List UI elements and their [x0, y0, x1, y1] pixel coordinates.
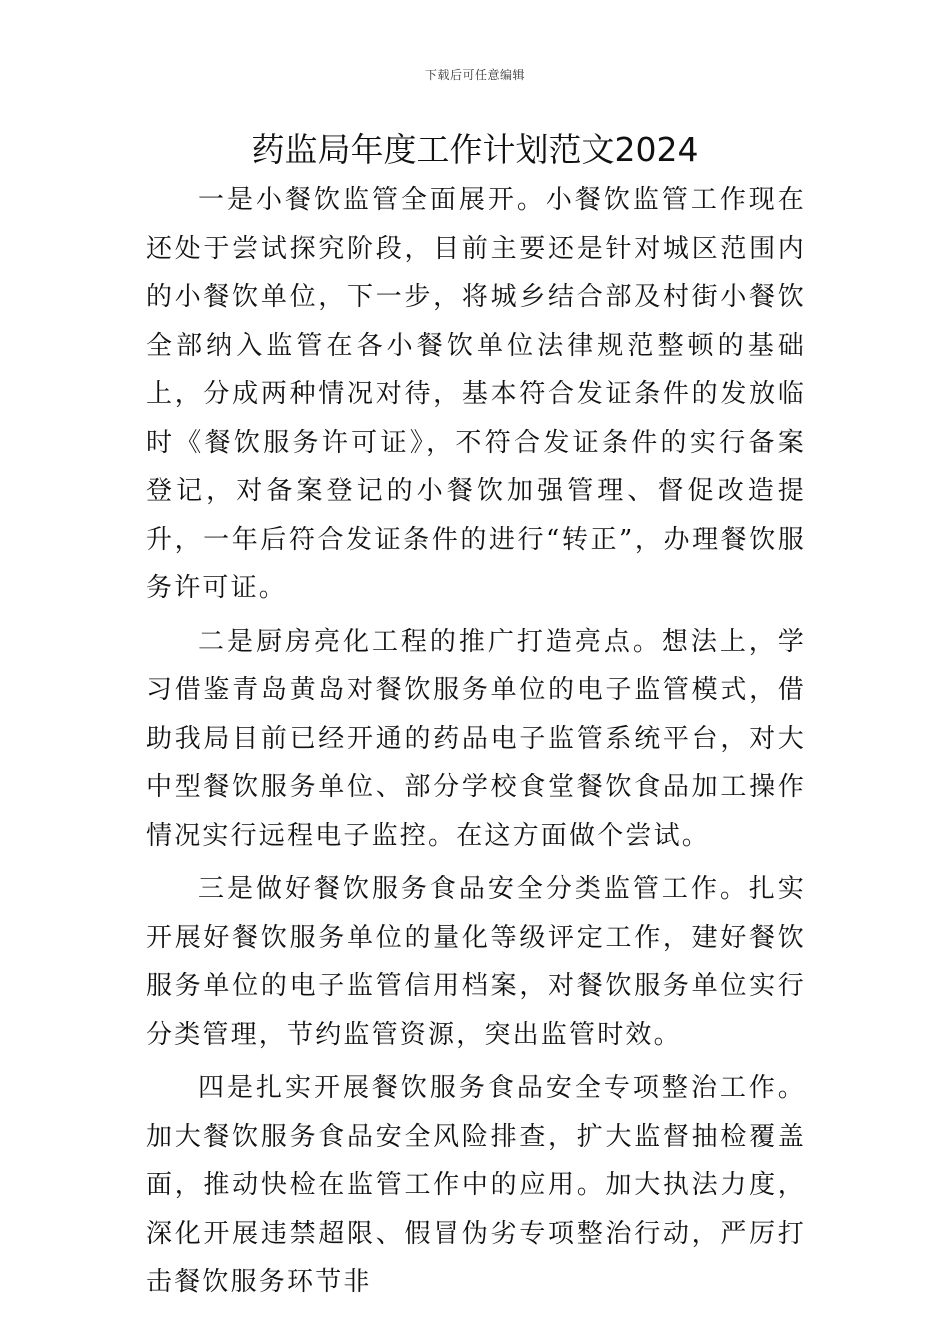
paragraph-4: 四是扎实开展餐饮服务食品安全专项整治工作。加大餐饮服务食品安全风险排查，扩大监督抽检覆盖面，推动快检在监管工作中的应用。加大执法力度，深化开展违禁超限、假冒伪劣专项整治行动，严厉打击餐饮服务环节非 [146, 1073, 806, 1297]
header-note: 下载后可任意编辑 [424, 68, 525, 82]
paragraph-2: 二是厨房亮化工程的推广打造亮点。想法上，学习借鉴青岛黄岛对餐饮服务单位的电子监管模式，借助我局目前已经开通的药品电子监管系统平台，对大中型餐饮服务单位、部分学校食堂餐饮食品加工操作情况实行远程电子监控。在这方面做个尝试。 [146, 626, 806, 851]
document-body [146, 176, 806, 1307]
paragraph-3: 三是做好餐饮服务食品安全分类监管工作。扎实开展好餐饮服务单位的量化等级评定工作，建好餐饮服务单位的电子监管信用档案，对餐饮服务单位实行分类管理，节约监管资源，突出监管时效。 [146, 874, 806, 1050]
document-title: 药监局年度工作计划范文2024 [251, 130, 699, 169]
paragraph-1: 一是小餐饮监管全面展开。小餐饮监管工作现在还处于尝试探究阶段，目前主要还是针对城区范围内的小餐饮单位，下一步，将城乡结合部及村街小餐饮全部纳入监管在各小餐饮单位法律规范整顿的基础上，分成两种情况对待，基本符合发证条件的发放临时《餐饮服务许可证》，不符合发证条件的实行备案登记，对备案登记的小餐饮加强管理、督促改造提升，一年后符合发证条件的进行“转正”，办理餐饮服务许可证。 [146, 185, 806, 603]
